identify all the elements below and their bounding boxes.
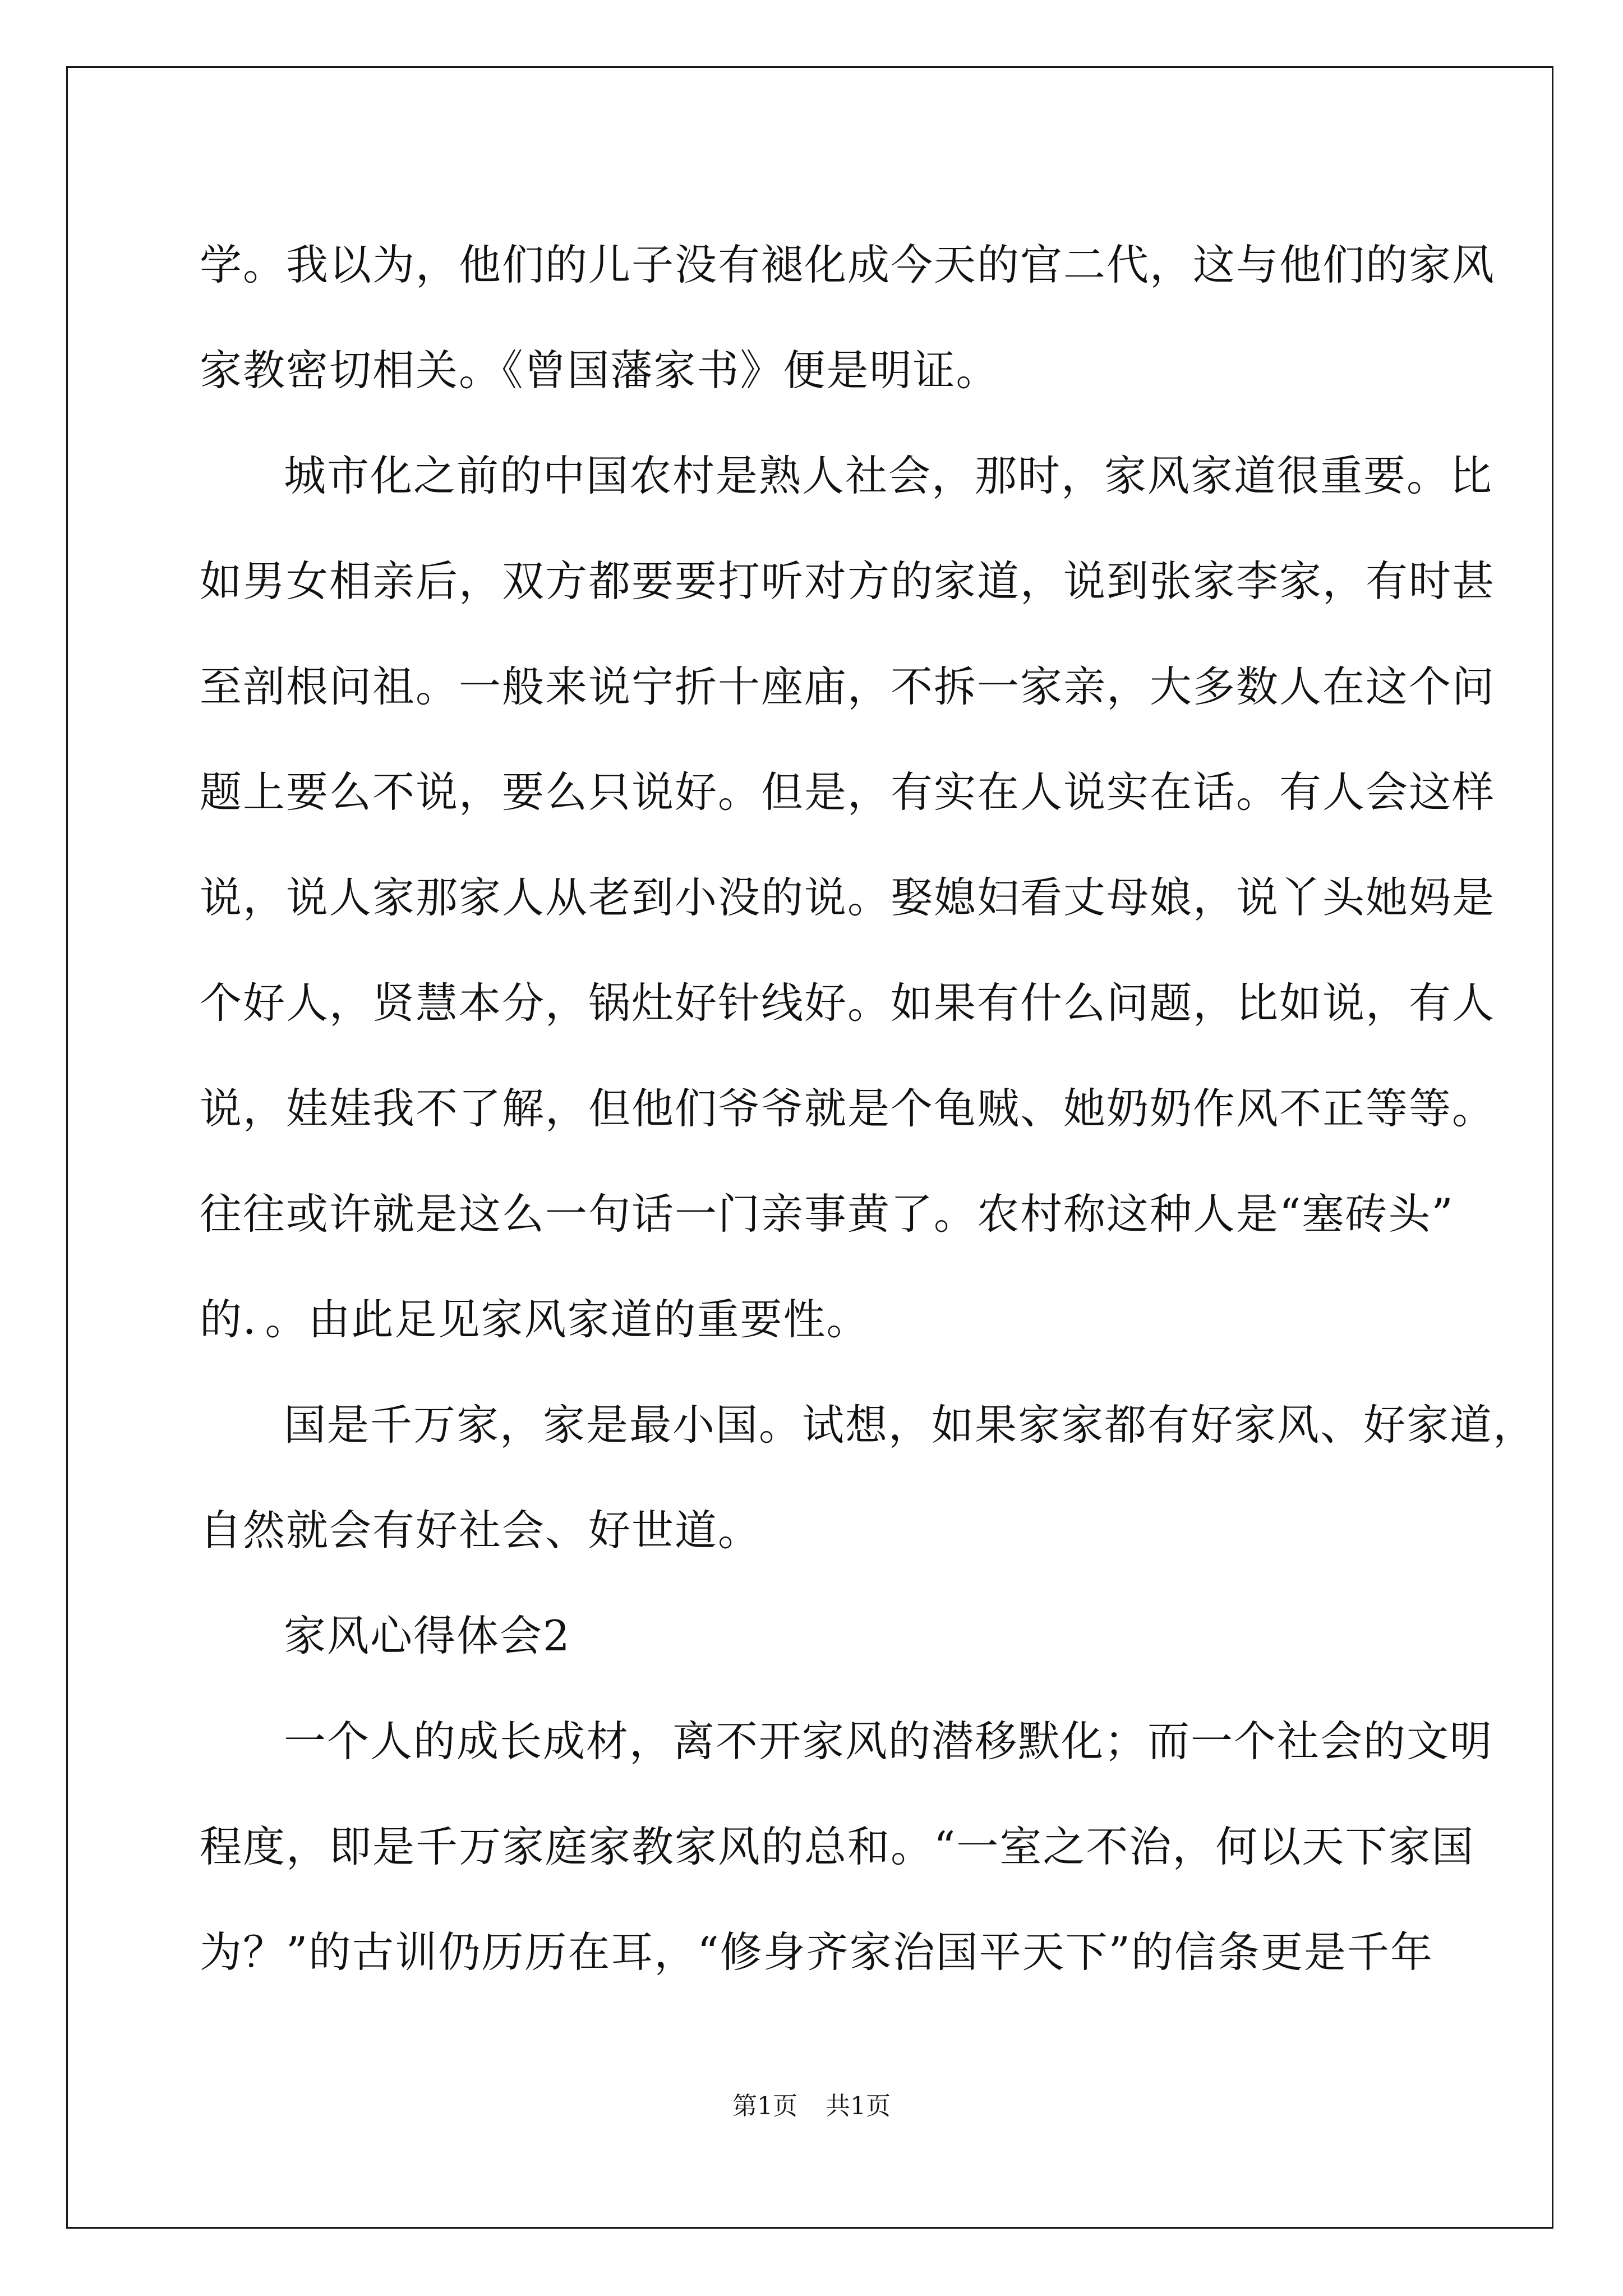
page-total: 共1页 [826, 2092, 891, 2120]
text-line: 个好人，贤慧本分，锅灶好针线好。如果有什么问题，比如说，有人 [200, 978, 1496, 1028]
text-line: 往往或许就是这么一句话一门亲事黄了。农村称这种人是“塞砖头” [200, 1189, 1454, 1239]
page-number: 第1页 [732, 2092, 797, 2120]
text-line: 程度，即是千万家庭家教家风的总和。“一室之不治，何以天下家国 [200, 1822, 1475, 1871]
paragraph-start: 国是千万家，家是最小国。试想，如果家家都有好家风、好家道， [284, 1400, 1537, 1450]
paragraph-start: 城市化之前的中国农村是熟人社会，那时，家风家道很重要。比 [284, 451, 1493, 500]
text-line: 说，说人家那家人从老到小没的说。娶媳妇看丈母娘，说丫头她妈是 [200, 873, 1496, 922]
text-line: 的．。由此足见家风家道的重要性。 [200, 1295, 870, 1344]
text-line: 如男女相亲后，双方都要要打听对方的家道，说到张家李家，有时甚 [200, 556, 1496, 606]
text-line: 家教密切相关。《曾国藩家书》便是明证。 [200, 346, 999, 395]
text-line: 说，娃娃我不了解，但他们爷爷就是个龟贼、她奶奶作风不正等等。 [200, 1084, 1496, 1133]
paragraph-start: 一个人的成长成材，离不开家风的潜移默化；而一个社会的文明 [284, 1717, 1493, 1766]
text-line: 至剖根问祖。一般来说宁折十座庙，不拆一家亲，大多数人在这个问 [200, 662, 1496, 711]
document-body [200, 212, 1537, 2005]
text-line: 为？”的古训仍历历在耳，“修身齐家治国平天下”的信条更是千年 [200, 1927, 1434, 1977]
section-heading: 家风心得体会2 [284, 1611, 571, 1660]
text-line: 学。我以为，他们的儿子没有褪化成今天的官二代，这与他们的家风 [200, 240, 1496, 289]
page-footer [0, 2090, 1623, 2123]
text-line: 自然就会有好社会、好世道。 [200, 1506, 762, 1555]
text-line: 题上要么不说，要么只说好。但是，有实在人说实在话。有人会这样 [200, 767, 1496, 817]
